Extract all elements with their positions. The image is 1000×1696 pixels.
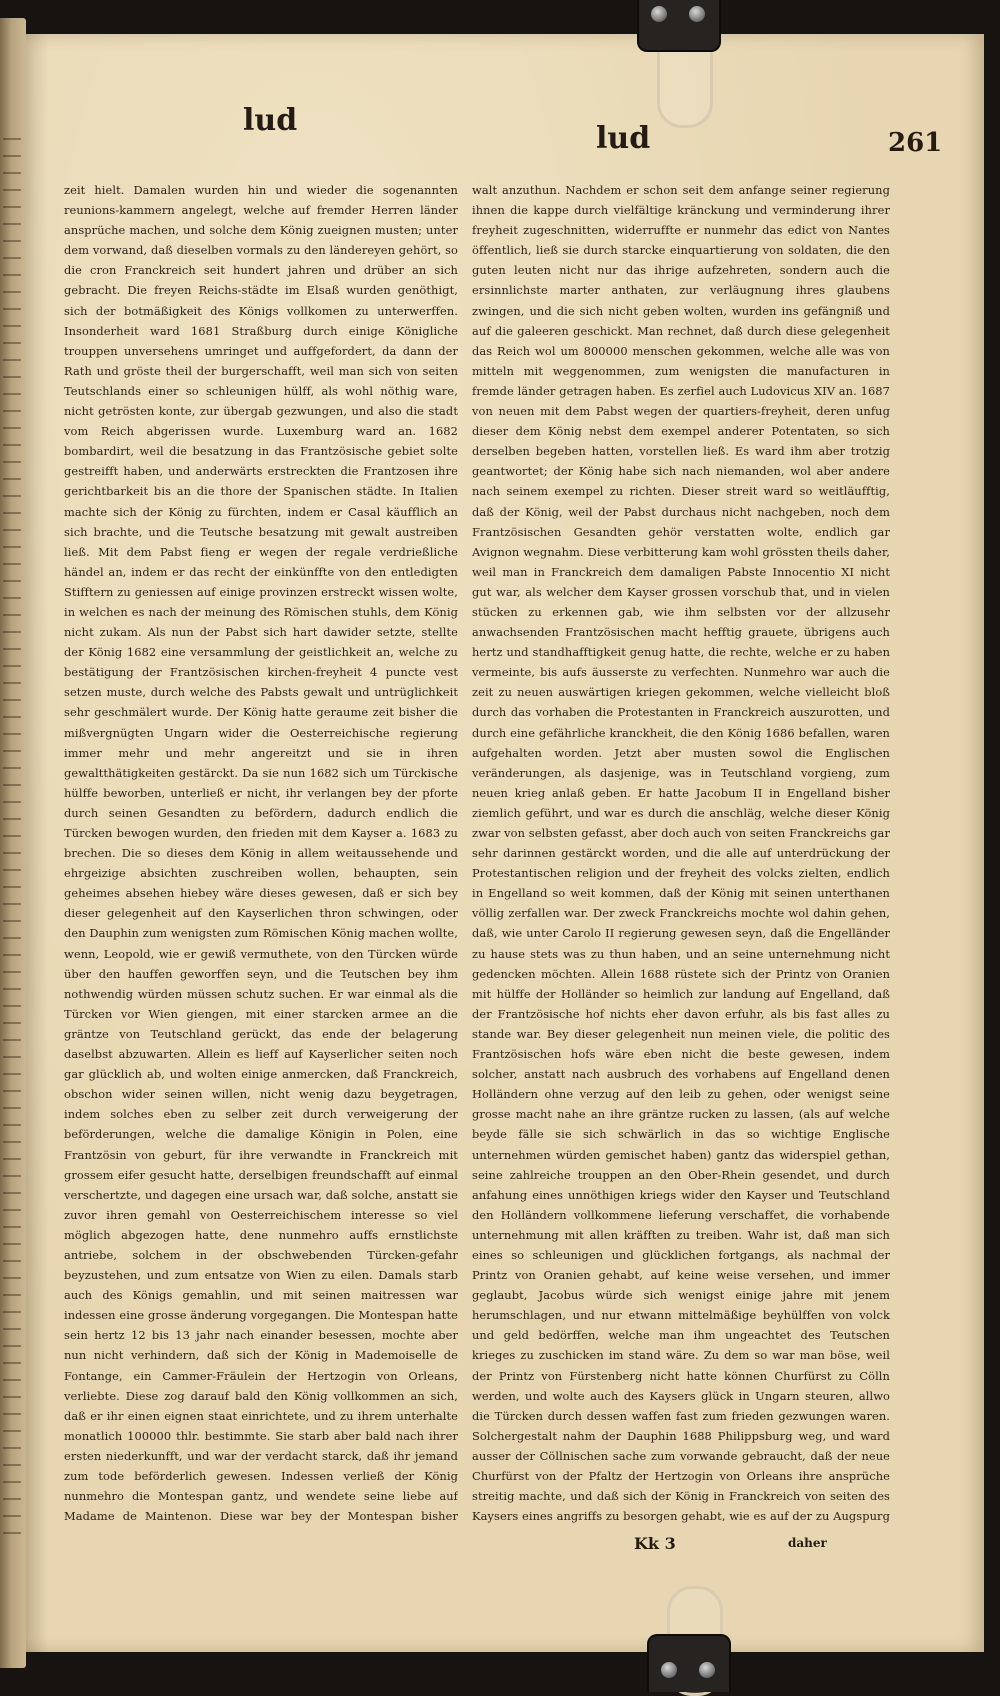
running-head-left: lud xyxy=(243,103,298,138)
right-column-text: walt anzuthun. Nachdem er schon seit dem anfange seiner regierung ihnen die kappe durch vielfältige kränckung und verminderung ihrer freyheit zugeschnitten, widerruffte er nunmehr das edict von Nantes öffentlich, ließ sie durch starcke einquartierung von soldaten, die den guten leuten nicht nur das ihrige aufzehreten, sondern auch die ersinnlichste marter anthaten, zur verläugnung ihres glaubens zwingen, und die sich nicht geben wolten, wurden ins gefängniß und auf die galeeren geschickt. Man rechnet, daß durch diese gelegenheit das Reich wol um 800000 menschen gekommen, welche alle was von mitteln mit weggenommen, zum wenigsten die manufacturen in fremde länder getragen haben. Es zerfiel auch Ludovicus XIV an. 1687 von neuen mit dem Pabst wegen der quartiers-freyheit, deren unfug dieser dem König nebst dem exempel anderer Potentaten, so sich derselben begeben hatten, vorstellen ließ. Es ward ihm aber trotzig geantwortet; der König habe sich nach niemanden, wol aber andere nach seinem exempel zu richten. Dieser streit ward so weitläufftig, daß der König, weil der Pabst durchaus nicht nachgeben, noch dem Frantzösischen Gesandten gehör verstatten wolte, endlich gar Avignon wegnahm. Diese verbitterung kam wohl grössten theils daher, weil man in Franckreich dem damaligen Pabste Innocentio XI nicht gut war, als welcher dem Kayser grossen vorschub that, und in vielen stücken zu erkennen gab, wie ihm selbsten vor der allzusehr anwachsenden Frantzösischen macht hefftig grauete, übrigens auch hertz und standhafftigkeit genug hatte, die rechte, welche er zu haben vermeinte, bis aufs äusserste zu verfechten. Nunmehro war auch die zeit zu neuen auswärtigen kriegen gekommen, welche vielleicht bloß durch das vorhaben die Protestanten in Franckreich auszurotten, und durch eine gefährliche kranckheit, die den König 1686 befallen, waren aufgehalten worden. Jetzt aber musten sowol die Englischen veränderungen, als dasjenige, was in Teutschland vorgieng, zum neuen krieg anlaß geben. Er hatte Jacobum II in Engelland bisher ziemlich geführt, und war es durch die anschläg, welche dieser König zwar von selbsten gefasst, aber doch auch von seiten Franckreichs gar sehr darinnen gestärckt worden, und die alle auf unterdrückung der Protestantischen religion und der freyheit des volcks zielten, endlich in Engelland so weit kommen, daß der König mit seinen unterthanen völlig zerfallen war. Der zweck Franckreichs mochte wol dahin gehen, daß, wie unter Carolo II regierung gewesen seyn, daß die Engelländer zu hause stets was zu thun haben, und an seine unternehmung nicht gedencken möchten. Allein 1688 rüstete sich der Printz von Oranien mit hülffe der Holländer so heimlich zur landung auf Engelland, daß der Frantzösische hof nichts eher davon erfuhr, als bis fast alles zu stande war. Bey dieser gelegenheit nun meinen viele, die politic des Frantzösischen hofs wäre eben nicht die beste gewesen, indem solcher, anstatt nach ausbruch des vorhabens auf Engelland denen Holländern ohne verzug auf den leib zu gehen, oder wenigst seine grosse macht nahe an ihre gräntze rucken zu lassen, (als auf welche beyde fälle sie sich schwärlich in das so wichtige Englische unternehmen würden gemischet haben) gantz das widerspiel gethan, seine zahlreiche trouppen an den Ober-Rhein gesendet, und durch anfahung eines unnöthigen kriegs wider den Kayser und Teutschland den Holländern vollkommene lieferung verschaffet, die vorhabende unternehmung mit allen kräfften zu treiben. Wahr ist, daß man sich eines so schleunigen und glücklichen fortgangs, als nachmal der Printz von Oranien gehabt, auf keine weise versehen, und immer geglaubt, Jacobus würde sich wenigst einige jahre mit jenem herumschlagen, und nur etwann mittelmäßige beyhülffen von volck und geld bedörffen, welche man ihm ungeachtet des Teutschen krieges zu zuschicken im stand wäre. Zu dem so war man böse, weil der Printz von Fürstenberg nicht hatte können Churfürst zu Cölln werden, und wolte auch des Kaysers glück in Ungarn steuren, allwo die Türcken durch dessen waffen fast zum frieden gezwungen waren. Solchergestalt nahm der Dauphin 1688 Philippsburg weg, und ward ausser der Cöllnischen sache zum vorwande gebraucht, daß der neue Churfürst von der Pfaltz der Hertzogin von Orleans ihre ansprüche streitig machte, und daß sich der König in Franckreich von seiten des Kaysers eines angriffs zu besorgen gehabt, wie es auf der zu Augspurg xyxy=(472,183,890,1524)
book-clamp-top xyxy=(637,0,721,52)
screw-icon xyxy=(651,6,667,22)
catchword: daher xyxy=(788,1536,827,1550)
book-page xyxy=(26,34,984,1652)
left-column-text: zeit hielt. Damalen wurden hin und wieder die sogenannten reunions-kammern angelegt, welche auf fremder Herren länder ansprüche machen, und solche dem König zueignen musten; unter dem vorwand, daß dieselben vormals zu den ländereyen gehört, so die cron Franckreich seit hundert jahren und drüber an sich gebracht. Die freyen Reichs-städte im Elsaß wurden genöthigt, sich der botmäßigkeit des Königs vollkomen zu unterwerffen. Insonderheit ward 1681 Straßburg durch einige Königliche trouppen unversehens umringet und auffgefordert, da dann der Rath und gröste theil der burgerschafft, weil man sich von seiten Teutschlands einer so schleunigen hülff, als wohl nöthig ware, nicht getrösten konte, zur übergab gezwungen, und also die stadt vom Reich abgerissen wurde. Luxemburg ward an. 1682 bombardirt, weil die besatzung in das Frantzösische gebiet solte gestreifft haben, und anderwärts erstreckten die Frantzosen ihre gerichtbarkeit bis an die thore der Spanischen städte. In Italien machte sich der König zu fürchten, indem er Casal käufflich an sich brachte, und die Teutsche besatzung mit gewalt austreiben ließ. Mit dem Pabst fieng er wegen der regale verdrießliche händel an, indem er das recht der einkünffte von den entledigten Stifftern zu geniessen auf einige provinzen erstreckt wissen wolte, in welchen es nach der meinung des Römischen stuhls, dem König nicht zukam. Als nun der Pabst sich hart dawider setzte, stellte der König 1682 eine versammlung der geistlichkeit an, welche zu bestätigung der Frantzösischen kirchen-freyheit 4 puncte vest setzen muste, durch welche des Pabsts gewalt und untrüglichkeit sehr geschmälert wurde. Der König hatte geraume zeit bisher die mißvergnügten Ungarn wider die Oesterreichische regierung immer mehr und mehr angereitzt und sie in ihren gewaltthätigkeiten gestärckt. Da sie nun 1682 sich um Türckische hülffe beworben, unterließ er nicht, ihr verlangen bey der pforte durch seinen Gesandten zu befördern, dadurch endlich die Türcken bewogen wurden, den frieden mit dem Kayser a. 1683 zu brechen. Die so dieses dem König in allem weitaussehende und ehrgeizige absichten zuschreiben wollen, behaupten, sein geheimes absehen hiebey wäre dieses gewesen, daß er sich bey dieser gelegenheit auf den Kayserlichen thron schwingen, oder den Dauphin zum wenigsten zum Römischen König machen wollte, wenn, Leopold, wie er gewiß vermuthete, von den Türcken würde über den hauffen geworffen seyn, und die Teutschen bey ihm nothwendig würden müssen schutz suchen. Er war einmal als die Türcken vor Wien giengen, mit einer starcken armee an die gräntze von Teutschland gerückt, das ende der belagerung daselbst abzuwarten. Allein es lieff auf Kayserlicher seiten noch gar glücklich ab, und wolten einige anmercken, daß Franckreich, obschon wider seinen willen, nicht wenig dazu beygetragen, indem solches eben zu selber zeit durch verweigerung der beförderungen, welche die damalige Königin in Polen, eine Frantzösin von geburt, für ihre verwandte in Franckreich mit grossem eifer gesucht hatte, derselbigen freundschafft auf einmal verschertzte, und dagegen eine ursach war, daß solche, anstatt sie zuvor ihren gemahl von Oesterreichischem interesse so viel möglich abgezogen hatte, dene nunmehro auffs ernstlichste antriebe, solchem in der obschwebenden Türcken-gefahr beyzustehen, und zum entsatze von Wien zu eilen. Damals starb auch des Königs gemahlin, und mit seinen maitressen war indessen eine grosse änderung vorgegangen. Die Montespan hatte sein hertz 12 bis 13 jahr nach einander besessen, mochte aber nun nicht verhindern, daß sich der König in Mademoiselle de Fontange, ein Cammer-Fräulein der Hertzogin von Orleans, verliebte. Diese zog darauf bald den König vollkommen an sich, daß er ihr einen eignen staat einrichtete, und zu ihrem unterhalte monatlich 100000 thlr. bestimmte. Sie starb aber bald nach ihrer ersten niederkunfft, und war der verdacht starck, daß ihr jemand zum tode beförderlich gewesen. Indessen verließ der König nunmehro die Montespan gantz, und wendete seine liebe auf Madame de Maintenon. Diese war bey der Montespan bisher xyxy=(64,183,458,1524)
book-clamp-bottom xyxy=(647,1634,731,1692)
screw-icon xyxy=(699,1662,715,1678)
page-number: 261 xyxy=(888,128,943,158)
adjacent-page-edge xyxy=(0,18,26,1668)
adjacent-page-text xyxy=(3,138,21,1548)
screw-icon xyxy=(661,1662,677,1678)
running-head-right: lud xyxy=(596,121,651,156)
screw-icon xyxy=(689,6,705,22)
right-column xyxy=(472,180,890,1526)
left-column xyxy=(64,180,458,1526)
signature-mark: Kk 3 xyxy=(634,1534,676,1553)
